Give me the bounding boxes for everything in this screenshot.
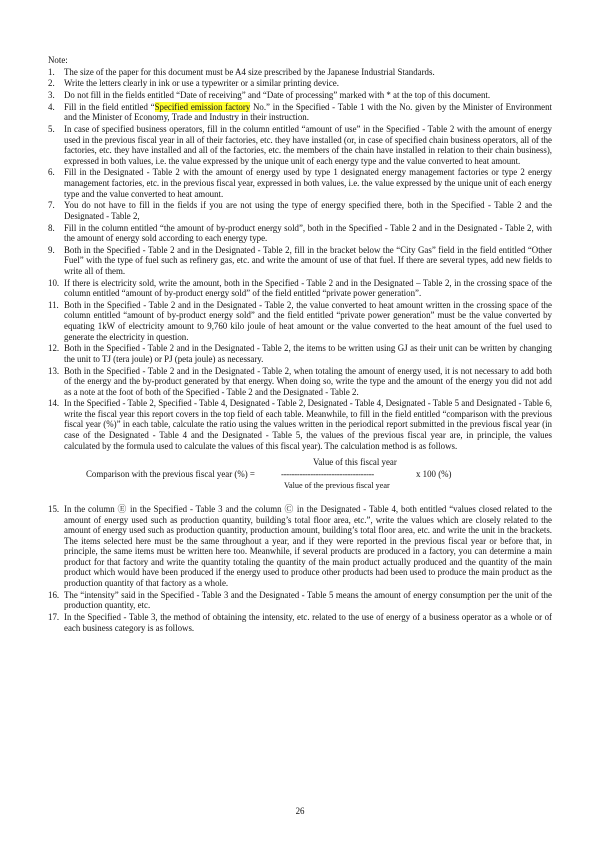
note-number: 6.	[48, 167, 55, 178]
page-number: 26	[295, 806, 305, 816]
note-item	[48, 278, 552, 299]
note-text: If there is electricity sold, write the amount, both in the Specified - Table 2 and in the Designated – Table 2, in the crossing space of the column entitled “amount of by-product energy sold” of the field entitled “private power generation”.	[64, 277, 552, 299]
note-number: 17.	[48, 611, 60, 622]
note-text: In the column Ⓔ in the Specified - Table 3 and the column Ⓒ in the Designated - Table 4, both entitled “values closed related to the amount of energy used such as production quantity, building’s total floor area, etc.”, write the values which are closely related to the amount of energy used such as production quantity, production amount, building’s total floor area, etc. and write the unit in the brackets. The items selected here must be the same throughout a year, and if they were reported in the previous fiscal year or before that, in principle, the same items must be written here too. Meanwhile, if several products are produced in a factory, you can determine a main product for that factory and write the quantity totaling the quantity of the main product actually produced and the quantity of the main product which would have been produced if the energy used to produce other products had been used to produce the main product as the production quantity of that factory as a whole.	[64, 504, 552, 588]
note-number: 8.	[48, 222, 55, 233]
note-item	[48, 124, 552, 166]
note-number: 10.	[48, 277, 60, 288]
formula-fraction-line: -----------------------------------	[281, 469, 374, 480]
note-item	[48, 223, 552, 244]
note-text: Both in the Specified - Table 2 and in the Designated - Table 2, the items to be written using GJ as their unit can be written by changing the unit to TJ (tera joule) or PJ (peta joule) as necessary.	[64, 343, 552, 364]
note-text: Fill in the Designated - Table 2 with the amount of energy used by type 1 designated energy management factories or type 2 energy management factories, etc. in the previous fiscal year, expressed in both values, i.e. the value expressed by the unique unit of each energy type and the value converted to heat amount.	[64, 167, 552, 199]
note-item	[48, 343, 552, 364]
note-number: 9.	[48, 244, 55, 255]
note-text: Both in the Specified - Table 2 and in the Designated - Table 2, fill in the bracket below the “City Gas” field in the field entitled “Other Fuel” with the type of fuel such as refinery gas, etc. and write the amount of use of that fuel. If there are several types, add new fields to write all of them.	[64, 244, 552, 276]
note-item	[48, 398, 552, 451]
note-text: Write the letters clearly in ink or use a typewriter or a similar printing device.	[64, 78, 339, 89]
note-text: Do not fill in the fields entitled “Date of receiving” and “Date of processing” marked with * at the top of this document.	[64, 90, 491, 101]
note-text: In the Specified - Table 3, the method of obtaining the intensity, etc. related to the use of energy of a business operator as a whole or of each business category is as follows.	[64, 611, 552, 633]
notes-list	[48, 67, 552, 452]
note-item	[48, 504, 552, 588]
formula-denominator: Value of the previous fiscal year	[284, 481, 390, 491]
note-text: In the Specified - Table 2, Specified - Table 4, Designated - Table 2, Designated - Table 4, Designated - Table 5 and Designated - Table 6, write the fiscal year this report covers in the top field of each table. Meanwhile, to fill in the field entitled “comparison with the previous fiscal year (%)” in each table, calculate the ratio using the values written in the periodical report submitted in the previous fiscal year (in case of the Designated - Table 4 and the Designated - Table 5, the values of the previous fiscal year are, in principle, the values calculated by the formula used to calculate the values of this fiscal year). The calculation method is as follows.	[64, 398, 552, 451]
note-number: 7.	[48, 200, 55, 211]
note-item	[48, 366, 552, 398]
note-text-pre: Fill in the field entitled “	[64, 101, 155, 112]
note-text: Both in the Specified - Table 2 and in the Designated - Table 2, the value converted to heat amount written in the crossing space of the column entitled “amount of by-product energy sold” and the field entitled “private power generation” must be the value converted by equating 1kW of electricity amount to 9,760 kilo joule of heat amount or the value converted to the heat amount of the fuel used to generate the electricity in question.	[64, 299, 552, 342]
note-number: 11.	[48, 299, 59, 310]
note-item	[48, 78, 552, 89]
note-item	[48, 612, 552, 633]
note-text: You do not have to fill in the fields if you are not using the type of energy specified there, both in the Specified - Table 2 and the Designated - Table 2,	[64, 200, 552, 221]
formula-numerator: Value of this fiscal year	[313, 457, 397, 468]
note-text: The size of the paper for this document must be A4 size prescribed by the Japanese Industrial Standards.	[64, 66, 435, 77]
note-item	[48, 245, 552, 277]
note-number: 5.	[48, 124, 55, 135]
note-item	[48, 300, 552, 342]
note-number: 16.	[48, 589, 60, 600]
note-number: 12.	[48, 343, 60, 354]
note-number: 4.	[48, 101, 55, 112]
note-item	[48, 590, 552, 611]
note-item	[48, 90, 552, 101]
formula-multiplier: x 100 (%)	[416, 469, 452, 480]
notes-list-continued	[48, 504, 552, 633]
note-text: Fill in the column entitled “the amount of by-product energy sold”, both in the Specified - Table 2 and in the Designated - Table 2, with the amount of energy sold according to each energy type.	[64, 222, 552, 244]
note-number: 14.	[48, 398, 60, 409]
note-number: 13.	[48, 365, 60, 376]
ratio-formula	[48, 457, 552, 497]
note-number: 1.	[48, 66, 55, 77]
note-item	[48, 200, 552, 221]
note-heading: Note:	[48, 55, 68, 65]
note-text: Both in the Specified - Table 2 and in the Designated - Table 2, when totaling the amount of energy used, it is not necessary to add both of the energy and the by-product generated by that energy. When doing so, write the type and the amount of the energy you did not add as a note at the foot of both of the Specified - Table 2 and the Designated - Table 2.	[64, 365, 552, 397]
note-number: 15.	[48, 504, 60, 515]
note-number: 2.	[48, 78, 55, 89]
formula-label: Comparison with the previous fiscal year (%) =	[86, 469, 255, 480]
note-item	[48, 67, 552, 78]
note-text: In case of specified business operators, fill in the column entitled “amount of use” in the Specified - Table 2 with the amount of energy used in the previous fiscal year in all of their factories, etc. they have installed (or, in case of specified chain business operators, all of the factories, etc. they have installed and all of the factories, etc. the members of the chain have installed in relation to their chain business), expressed in both values, i.e. the value expressed by the unique unit of each energy type and the value converted to heat amount.	[64, 124, 552, 166]
note-item	[48, 167, 552, 199]
highlighted-term: Specified emission factory	[154, 101, 251, 112]
note-text-post: No.” in the Specified - Table 1 with the No. given by the Minister of Environment and the Minister of Economy, Trade and Industry in their instruction.	[64, 101, 552, 123]
note-number: 3.	[48, 90, 55, 101]
note-text: The “intensity” said in the Specified - Table 3 and the Designated - Table 5 means the amount of energy consumption per the unit of the production quantity, etc.	[64, 589, 552, 611]
note-item	[48, 102, 552, 123]
